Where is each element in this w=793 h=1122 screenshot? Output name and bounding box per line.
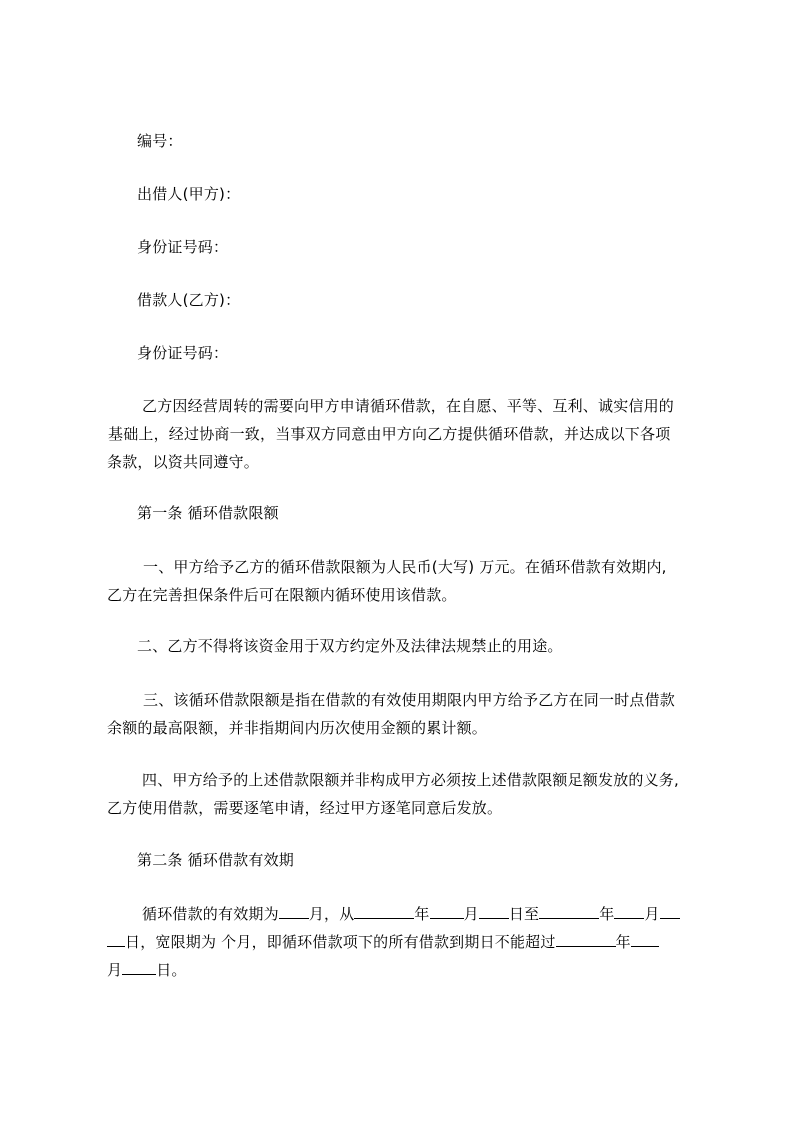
- day-to-label: 日至: [508, 905, 540, 923]
- blank-limit-month[interactable]: [631, 932, 659, 947]
- article-2-line-1: [142, 903, 680, 925]
- borrower-label: 借款人(乙方)：: [137, 291, 241, 309]
- lender-id-label: 身份证号码：: [137, 238, 229, 256]
- blank-end-day-part[interactable]: [660, 904, 680, 919]
- article-1-title: 第一条 循环借款限额: [137, 504, 279, 522]
- month-label: 月: [107, 961, 123, 979]
- article-1-clause-4-line-2: 乙方使用借款，需要逐笔申请，经过甲方逐笔同意后发放。: [107, 799, 503, 817]
- year-label: 年: [599, 905, 615, 923]
- month-label: 月: [644, 905, 660, 923]
- article-2-title: 第二条 循环借款有效期: [137, 851, 294, 869]
- intro-line-3: 条款，以资共同遵守。: [107, 453, 260, 471]
- year-label: 年: [414, 905, 430, 923]
- article-1-clause-2: 二、乙方不得将该资金用于双方约定外及法律法规禁止的用途。: [137, 637, 563, 655]
- blank-end-year[interactable]: [539, 904, 599, 919]
- intro-line-1: 乙方因经营周转的需要向甲方申请循环借款，在自愿、平等、互利、诚实信用的: [142, 397, 675, 415]
- blank-end-month[interactable]: [614, 904, 644, 919]
- article-1-clause-3-line-1: 三、该循环借款限额是指在借款的有效使用期限内甲方给予乙方在同一时点借款: [143, 691, 676, 709]
- blank-limit-year[interactable]: [556, 932, 616, 947]
- month-label: 月: [463, 905, 479, 923]
- blank-limit-day[interactable]: [122, 960, 156, 975]
- grace-period-text: 日，宽限期为 个月，即循环借款项下的所有借款到期日不能超过: [125, 933, 556, 951]
- blank-end-day[interactable]: [107, 932, 125, 947]
- lender-label: 出借人(甲方)：: [137, 185, 241, 203]
- month-from-label: 月，从: [308, 905, 355, 923]
- article-1-clause-1-line-2: 乙方在完善担保条件后可在限额内循环使用该借款。: [107, 586, 457, 604]
- blank-start-day[interactable]: [479, 904, 509, 919]
- article-1-clause-4-line-1: 四、甲方给予的上述借款限额并非构成甲方必须按上述借款限额足额发放的义务,: [142, 771, 679, 789]
- day-end-label: 日。: [156, 961, 187, 979]
- article-1-clause-1-line-1: 一、甲方给予乙方的循环借款限额为人民币(大写) 万元。在循环借款有效期内,: [143, 558, 667, 576]
- article-1-clause-3-line-2: 余额的最高限额，并非指期间内历次使用金额的累计额。: [107, 719, 488, 737]
- year-label: 年: [615, 933, 631, 951]
- intro-line-2: 基础上，经过协商一致，当事双方同意由甲方向乙方提供循环借款，并达成以下各项: [108, 425, 671, 443]
- borrower-id-label: 身份证号码：: [137, 344, 229, 362]
- blank-start-year[interactable]: [354, 904, 414, 919]
- article-2-line-3: [107, 959, 187, 981]
- blank-start-month[interactable]: [430, 904, 464, 919]
- blank-months[interactable]: [279, 904, 309, 919]
- contract-number-label: 编号：: [137, 132, 183, 150]
- period-label: 循环借款的有效期为: [142, 905, 279, 923]
- article-2-line-2: [107, 931, 659, 953]
